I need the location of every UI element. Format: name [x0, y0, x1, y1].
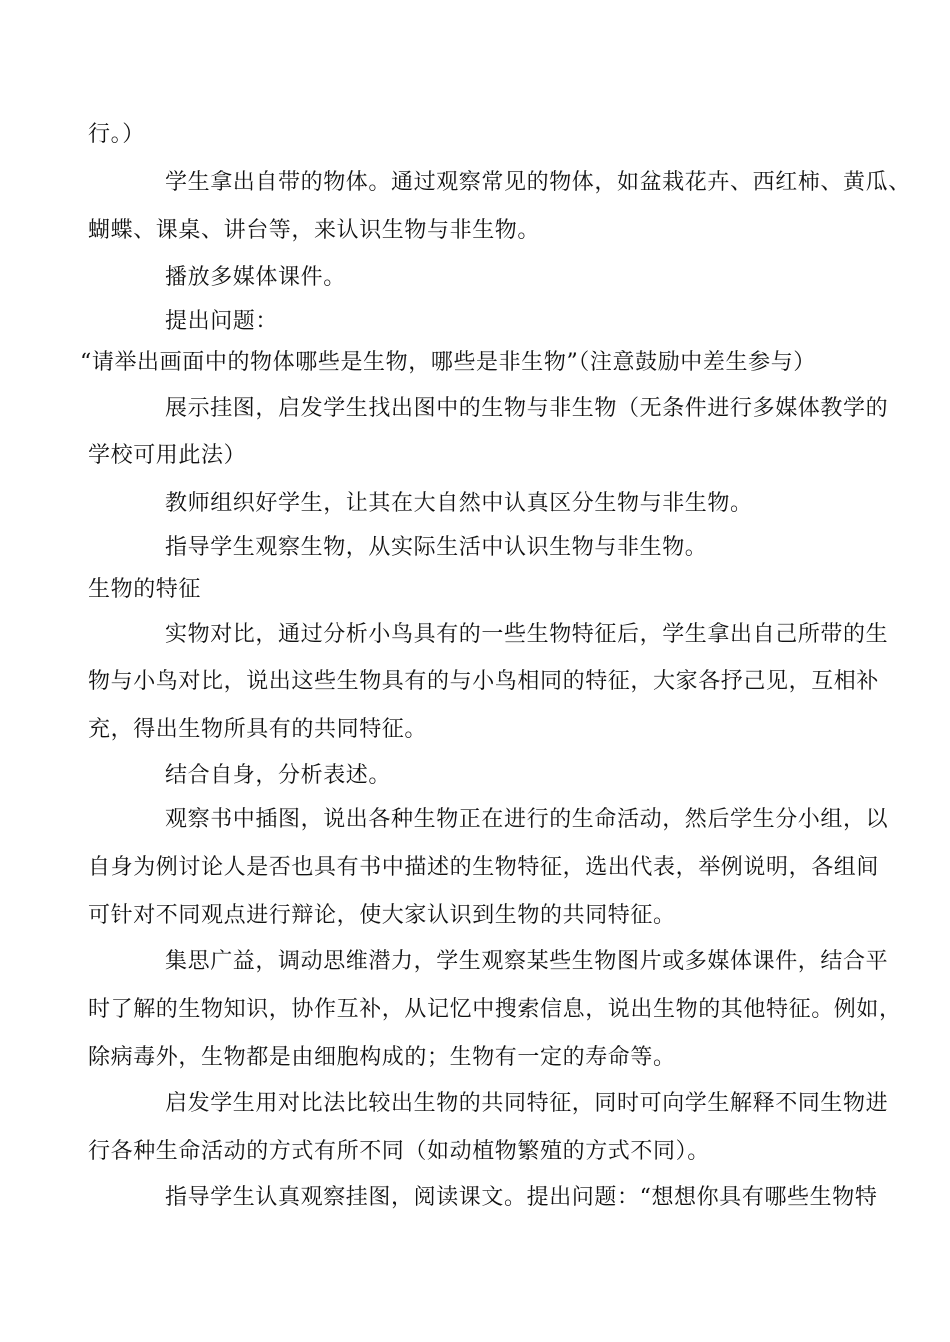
text-line: 充，得出生物所具有的共同特征。	[88, 717, 428, 742]
text-line: 蝴蝶、课桌、讲台等，来认识生物与非生物。	[88, 218, 541, 243]
paragraph-line: 指导学生认真观察挂图，阅读课文。提出问题：“想想你具有哪些生物特	[165, 1185, 878, 1210]
paragraph-line: 启发学生用对比法比较出生物的共同特征，同时可向学生解释不同生物进	[165, 1091, 889, 1116]
paragraph-line: 观察书中插图，说出各种生物正在进行的生命活动，然后学生分小组，以	[165, 807, 889, 832]
paragraph-line: 结合自身，分析表述。	[165, 763, 392, 788]
text-line: 行各种生命活动的方式有所不同（如动植物繁殖的方式不同）。	[88, 1139, 710, 1164]
text-line: 学校可用此法）	[88, 443, 247, 468]
paragraph-line: 播放多媒体课件。	[165, 265, 346, 290]
section-heading: 生物的特征	[88, 577, 202, 602]
text-line: 物与小鸟对比，说出这些生物具有的与小鸟相同的特征，大家各抒己见，互相补	[88, 669, 880, 694]
text-line: 除病毒外，生物都是由细胞构成的；生物有一定的寿命等。	[88, 1045, 676, 1070]
paragraph-line: 教师组织好学生，让其在大自然中认真区分生物与非生物。	[165, 491, 753, 516]
paragraph-line: 提出问题：	[165, 309, 279, 334]
text-line: 自身为例讨论人是否也具有书中描述的生物特征，选出代表，举例说明，各组间	[88, 855, 880, 880]
paragraph-line: 集思广益，调动思维潜力，学生观察某些生物图片或多媒体课件，结合平	[165, 949, 889, 974]
paragraph-line: 指导学生观察生物，从实际生活中认识生物与非生物。	[165, 535, 708, 560]
text-line: 可针对不同观点进行辩论，使大家认识到生物的共同特征。	[88, 903, 676, 928]
paragraph-line: 学生拿出自带的物体。通过观察常见的物体，如盆栽花卉、西红柿、黄瓜、	[165, 170, 911, 195]
paragraph-line: 展示挂图，启发学生找出图中的生物与非生物（无条件进行多媒体教学的	[165, 396, 889, 421]
question-line: “请举出画面中的物体哪些是生物，哪些是非生物”（注意鼓励中差生参与）	[80, 350, 816, 375]
paragraph-line: 实物对比，通过分析小鸟具有的一些生物特征后，学生拿出自己所带的生	[165, 622, 889, 647]
text-line: 行。）	[88, 122, 145, 147]
text-line: 时了解的生物知识，协作互补，从记忆中搜索信息，说出生物的其他特征。例如，	[88, 997, 902, 1022]
